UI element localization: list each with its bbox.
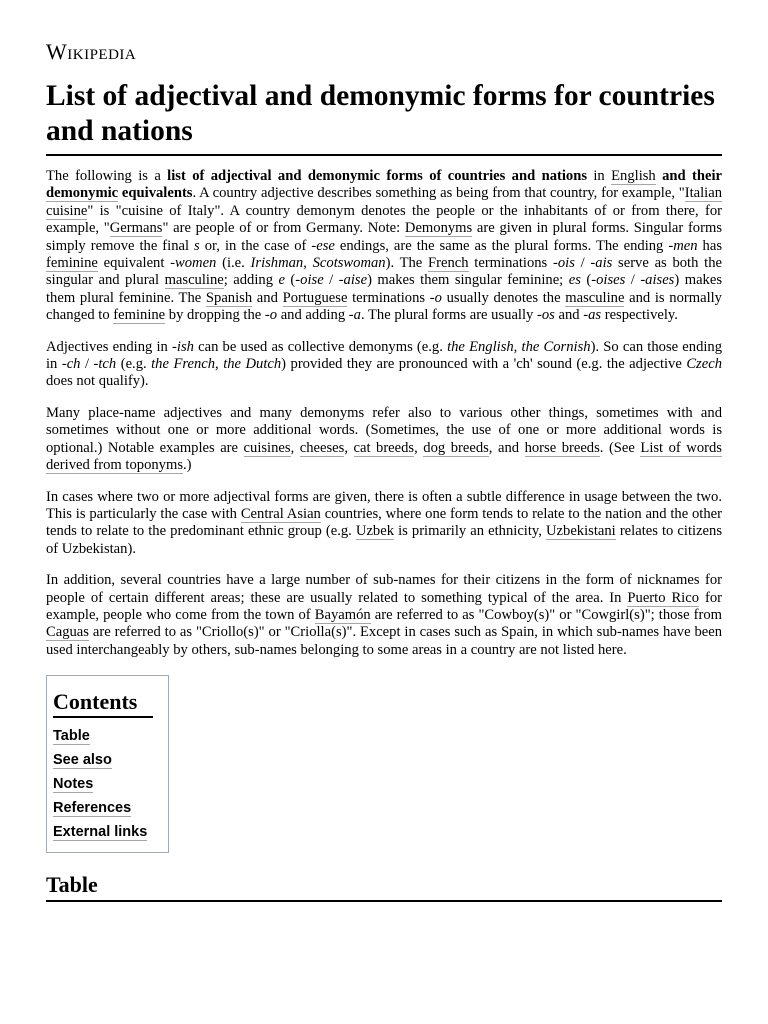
link-french[interactable]: French xyxy=(428,255,469,272)
link-horse-breeds[interactable]: horse breeds xyxy=(524,439,600,456)
link-germans[interactable]: Germans xyxy=(109,220,163,237)
link-english[interactable]: English xyxy=(611,168,656,184)
toc-item-see-also[interactable]: See also xyxy=(53,752,112,769)
toc-list xyxy=(53,724,163,844)
table-of-contents xyxy=(46,675,169,853)
page-title: List of adjectival and demonymic forms for countries and nations xyxy=(46,79,722,156)
toc-item-references[interactable]: References xyxy=(53,800,132,817)
link-uzbek[interactable]: Uzbek xyxy=(355,523,394,540)
sub-names-paragraph: In addition, several countries have a large number of sub-names for their citizens in the form of nicknames for people of certain different areas; these are usually related to something typical of the area. In Puerto Rico for example, people who come from the town of Bayamón are referred to as "Cowboy(s)" or "Cowgirl(s)"; those from Caguas are referred to as "Criollo(s)" or "Criolla(s)". Except in cases such as Spain, in which sub-names have been used interchangeably by others, sub-names belonging to some areas in a country are not listed here. xyxy=(46,572,722,658)
link-puerto-rico[interactable]: Puerto Rico xyxy=(627,589,700,606)
link-demonymic[interactable]: demonymic xyxy=(46,185,119,202)
intro-paragraph: The following is a list of adjectival and demonymic forms of countries and nations in English and their demonymic equivalents. A country adjective describes something as being from that country, for example, "Italian cuisine" is "cuisine of Italy". A country demonym denotes the people or the inhabitants of or from there, for example, "Germans" are people of or from Germany. Note: Demonyms are given in plural forms. Singular forms simply remove the final s or, in the case of -ese endings, are the same as the plural forms. The ending -men has feminine equivalent -women (i.e. Irishman, Scotswoman). The French terminations -ois / -ais serve as both the singular and plural masculine; adding e (-oise / -aise) makes them singular feminine; es (-oises / -aises) makes them plural feminine. The Spanish and Portuguese terminations -o usually denotes the masculine and is normally changed to feminine by dropping the -o and adding -a. The plural forms are usually -os and -as respectively. xyxy=(46,168,722,324)
page xyxy=(46,0,722,902)
link-demonyms[interactable]: Demonyms xyxy=(404,220,473,237)
link-uzbekistani[interactable]: Uzbekistani xyxy=(546,523,616,540)
place-name-paragraph: Many place-name adjectives and many demonyms refer also to various other things, sometimes with and sometimes without one or more additional words. (Sometimes, the use of one or more additional words is optional.) Notable examples are cuisines, cheeses, cat breeds, dog breeds, and horse breeds. (See List of words derived from toponyms.) xyxy=(46,404,722,474)
wikipedia-wordmark[interactable]: Wikipedia xyxy=(46,39,137,64)
toc-title: Contents xyxy=(53,688,153,718)
link-feminine[interactable]: feminine xyxy=(46,255,98,272)
toc-item-table[interactable]: Table xyxy=(53,728,90,745)
article-body xyxy=(46,168,722,659)
link-masculine-2[interactable]: masculine xyxy=(565,289,625,306)
usage-difference-paragraph: In cases where two or more adjectival forms are given, there is often a subtle difference in usage between the two. This is particularly the case with Central Asian countries, where one form tends to relate to the nation and the other tends to relate to the predominant ethnic group (e.g. Uzbek is primarily an ethnicity, Uzbekistani relates to citizens of Uzbekistan). xyxy=(46,488,722,557)
link-dog-breeds[interactable]: dog breeds xyxy=(423,439,489,456)
link-bayamon[interactable]: Bayamón xyxy=(314,606,371,623)
link-masculine[interactable]: masculine xyxy=(164,272,224,289)
link-feminine-2[interactable]: feminine xyxy=(113,307,166,324)
link-italian-cuisine[interactable]: Italian cuisine xyxy=(46,185,722,219)
link-cuisines[interactable]: cuisines xyxy=(243,439,291,456)
toc-item-external-links[interactable]: External links xyxy=(53,824,148,841)
link-central-asian[interactable]: Central Asian xyxy=(240,505,321,522)
section-heading-table: Table xyxy=(46,872,722,902)
link-caguas[interactable]: Caguas xyxy=(46,624,89,641)
link-list-of-words-derived-from-toponyms[interactable]: List of words derived from toponyms xyxy=(46,439,722,474)
link-portuguese[interactable]: Portuguese xyxy=(282,289,348,306)
collective-demonyms-paragraph: Adjectives ending in -ish can be used as collective demonyms (e.g. the English, the Cornish). So can those ending in -ch / -tch (e.g. the French, the Dutch) provided they are pronounced with a 'ch' sound (e.g. the adjective Czech does not qualify). xyxy=(46,338,723,390)
link-cat-breeds[interactable]: cat breeds xyxy=(353,439,415,456)
link-spanish[interactable]: Spanish xyxy=(205,289,253,306)
toc-item-notes[interactable]: Notes xyxy=(53,776,94,793)
link-cheeses[interactable]: cheeses xyxy=(299,439,345,456)
